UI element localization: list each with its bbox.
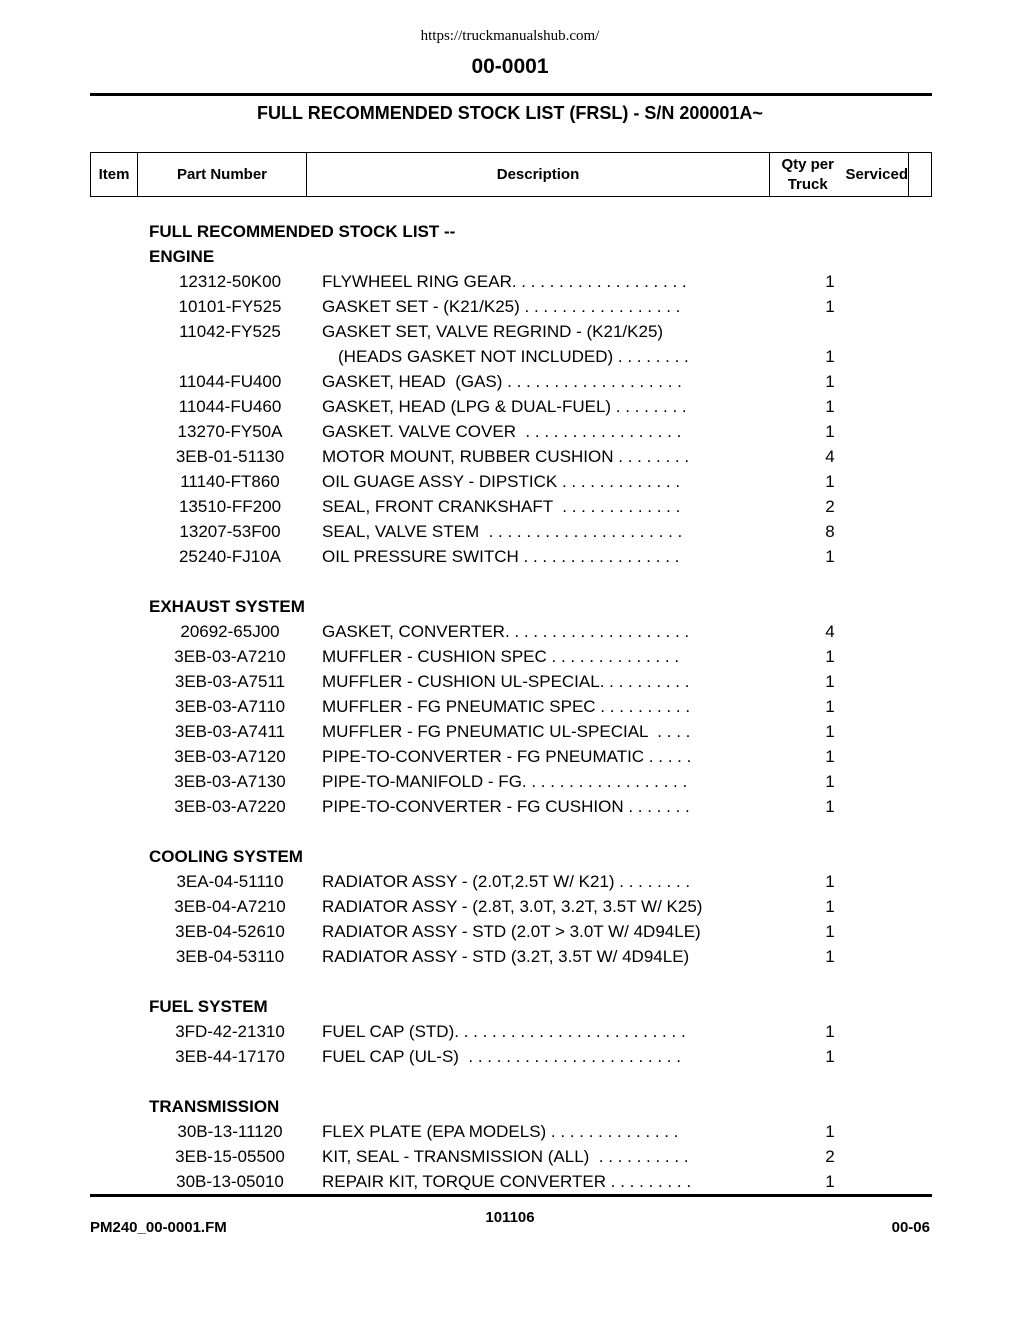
part-description: MOTOR MOUNT, RUBBER CUSHION . . . . . . . . (322, 447, 690, 466)
section-title: FUEL SYSTEM (149, 997, 268, 1016)
part-description: MUFFLER - FG PNEUMATIC UL-SPECIAL . . . . (322, 722, 691, 741)
list-row (0, 419, 1020, 444)
bottom-rule (90, 1194, 932, 1197)
part-number: 10101-FY525 (178, 297, 282, 316)
quantity: 1 (825, 422, 835, 441)
part-number: 25240-FJ10A (178, 547, 282, 566)
part-description: SEAL, VALVE STEM . . . . . . . . . . . . . . . . . . . . . (322, 522, 683, 541)
quantity: 1 (825, 722, 835, 741)
header-description: Description (307, 153, 770, 196)
part-description: OIL PRESSURE SWITCH . . . . . . . . . . . . . . . . . (322, 547, 680, 566)
list-row (0, 619, 1020, 644)
part-description: FLYWHEEL RING GEAR. . . . . . . . . . . . . . . . . . . (322, 272, 687, 291)
quantity: 1 (825, 397, 835, 416)
list-section (0, 994, 1020, 1069)
part-number: 3EB-03-A7110 (174, 697, 286, 716)
section-title: EXHAUST SYSTEM (149, 597, 305, 616)
section-title: COOLING SYSTEM (149, 847, 303, 866)
quantity: 1 (825, 897, 835, 916)
quantity: 1 (825, 547, 835, 566)
header-qty-line1: Qty per Truck (781, 155, 834, 193)
part-description: RADIATOR ASSY - STD (3.2T, 3.5T W/ 4D94LE) (322, 947, 690, 966)
table-header (90, 152, 932, 197)
part-number: 3EB-03-A7210 (174, 647, 286, 666)
part-description: FLEX PLATE (EPA MODELS) . . . . . . . . . . . . . . (322, 1122, 679, 1141)
list-section (0, 219, 1020, 569)
part-description: PIPE-TO-CONVERTER - FG CUSHION . . . . . . . (322, 797, 690, 816)
header-qty (770, 153, 909, 196)
part-number: 3EB-03-A7220 (174, 797, 286, 816)
part-description: RADIATOR ASSY - STD (2.0T > 3.0T W/ 4D94LE) (322, 922, 701, 941)
part-number: 11044-FU400 (178, 372, 282, 391)
part-description: GASKET, CONVERTER. . . . . . . . . . . . . . . . . . . . (322, 622, 690, 641)
part-description: REPAIR KIT, TORQUE CONVERTER . . . . . . . . . (322, 1172, 692, 1191)
part-description: FUEL CAP (STD). . . . . . . . . . . . . . . . . . . . . . . . . (322, 1022, 686, 1041)
part-description: (HEADS GASKET NOT INCLUDED) . . . . . . . . (338, 347, 689, 366)
quantity: 2 (825, 497, 835, 516)
quantity: 1 (825, 747, 835, 766)
part-number: 13510-FF200 (178, 497, 282, 516)
part-number: 3EA-04-51110 (176, 872, 284, 891)
header-item: Item (91, 153, 138, 196)
top-rule (90, 93, 932, 96)
quantity: 1 (825, 1022, 835, 1041)
list-row (0, 944, 1020, 969)
quantity: 1 (825, 347, 835, 366)
list-row (0, 694, 1020, 719)
list-row (0, 744, 1020, 769)
footer-date-code: 101106 (485, 1209, 535, 1226)
quantity: 1 (825, 472, 835, 491)
list-row (0, 1019, 1020, 1044)
part-number: 11140-FT860 (180, 472, 280, 491)
list-row (0, 544, 1020, 569)
part-description: MUFFLER - CUSHION UL-SPECIAL. . . . . . . . . . (322, 672, 690, 691)
list-row (0, 1044, 1020, 1069)
part-description: KIT, SEAL - TRANSMISSION (ALL) . . . . . . . . . . (322, 1147, 689, 1166)
part-number: 3EB-04-A7210 (174, 897, 286, 916)
list-row (0, 494, 1020, 519)
list-row (0, 719, 1020, 744)
quantity: 1 (825, 372, 835, 391)
part-number: 13207-53F00 (179, 522, 281, 541)
part-description: GASKET SET - (K21/K25) . . . . . . . . . . . . . . . . . (322, 297, 681, 316)
quantity: 1 (825, 272, 835, 291)
part-number: 30B-13-11120 (177, 1122, 283, 1141)
quantity: 1 (825, 1172, 835, 1191)
part-number: 3EB-03-A7411 (174, 722, 286, 741)
part-description: PIPE-TO-MANIFOLD - FG. . . . . . . . . . . . . . . . . . (322, 772, 688, 791)
part-number: 3FD-42-21310 (175, 1022, 285, 1041)
part-description: GASKET SET, VALVE REGRIND - (K21/K25) (322, 322, 664, 341)
stock-list (0, 219, 1020, 1219)
part-number: 3EB-04-52610 (175, 922, 285, 941)
quantity: 1 (825, 297, 835, 316)
part-number: 3EB-04-53110 (175, 947, 285, 966)
quantity: 1 (825, 947, 835, 966)
part-number: 11042-FY525 (179, 322, 281, 341)
quantity: 8 (825, 522, 835, 541)
list-row (0, 894, 1020, 919)
quantity: 1 (825, 797, 835, 816)
part-description: PIPE-TO-CONVERTER - FG PNEUMATIC . . . . . (322, 747, 692, 766)
list-row (0, 319, 1020, 344)
part-number: 12312-50K00 (178, 272, 282, 291)
list-row (0, 1169, 1020, 1194)
document-number: 00-0001 (471, 55, 549, 78)
list-row (0, 869, 1020, 894)
quantity: 1 (825, 772, 835, 791)
part-number: 3EB-15-05500 (175, 1147, 285, 1166)
list-row (0, 444, 1020, 469)
part-description: OIL GUAGE ASSY - DIPSTICK . . . . . . . . . . . . . (322, 472, 681, 491)
part-description: RADIATOR ASSY - (2.0T,2.5T W/ K21) . . . . . . . . (322, 872, 691, 891)
page-title: FULL RECOMMENDED STOCK LIST (FRSL) - S/N 200001A~ (257, 103, 763, 123)
part-number: 30B-13-05010 (176, 1172, 284, 1191)
quantity: 1 (825, 647, 835, 666)
list-row (0, 519, 1020, 544)
header-qty-line2: Serviced (845, 165, 908, 183)
part-number: 3EB-03-A7120 (174, 747, 286, 766)
part-number: 3EB-03-A7130 (174, 772, 286, 791)
footer-file: PM240_00-0001.FM (90, 1219, 227, 1236)
list-row (0, 344, 1020, 369)
part-description: GASKET, HEAD (GAS) . . . . . . . . . . . . . . . . . . . (322, 372, 682, 391)
list-row (0, 394, 1020, 419)
quantity: 1 (825, 922, 835, 941)
list-row (0, 669, 1020, 694)
part-description: SEAL, FRONT CRANKSHAFT . . . . . . . . . . . . . (322, 497, 681, 516)
list-row (0, 269, 1020, 294)
quantity: 1 (825, 1122, 835, 1141)
part-description: FUEL CAP (UL-S) . . . . . . . . . . . . . . . . . . . . . . . (322, 1047, 681, 1066)
section-title: FULL RECOMMENDED STOCK LIST -- (149, 222, 456, 241)
part-number: 3EB-03-A7511 (174, 672, 286, 691)
part-description: GASKET, HEAD (LPG & DUAL-FUEL) . . . . . . . . (322, 397, 687, 416)
quantity: 1 (825, 1047, 835, 1066)
list-row (0, 1144, 1020, 1169)
part-description: GASKET. VALVE COVER . . . . . . . . . . . . . . . . . (322, 422, 682, 441)
list-row (0, 644, 1020, 669)
quantity: 4 (825, 447, 835, 466)
part-description: RADIATOR ASSY - (2.8T, 3.0T, 3.2T, 3.5T W/ K25) (322, 897, 703, 916)
list-section (0, 844, 1020, 969)
header-part-number: Part Number (138, 153, 307, 196)
list-row (0, 794, 1020, 819)
quantity: 2 (825, 1147, 835, 1166)
section-title: TRANSMISSION (149, 1097, 280, 1116)
list-row (0, 919, 1020, 944)
list-section (0, 1094, 1020, 1194)
list-row (0, 294, 1020, 319)
part-number: 3EB-44-17170 (175, 1047, 285, 1066)
part-number: 3EB-01-51130 (175, 447, 285, 466)
part-number: 13270-FY50A (177, 422, 283, 441)
part-number: 11044-FU460 (178, 397, 282, 416)
quantity: 4 (825, 622, 835, 641)
header-blank (909, 153, 931, 196)
list-row (0, 1119, 1020, 1144)
list-row (0, 469, 1020, 494)
list-row (0, 769, 1020, 794)
footer-page: 00-06 (891, 1219, 930, 1236)
list-section (0, 594, 1020, 819)
section-title: ENGINE (149, 247, 215, 266)
list-row (0, 369, 1020, 394)
quantity: 1 (825, 672, 835, 691)
part-number: 20692-65J00 (180, 622, 280, 641)
quantity: 1 (825, 697, 835, 716)
part-description: MUFFLER - CUSHION SPEC . . . . . . . . . . . . . . (322, 647, 680, 666)
source-url: https://truckmanualshub.com/ (420, 28, 600, 44)
part-description: MUFFLER - FG PNEUMATIC SPEC . . . . . . . . . . (322, 697, 691, 716)
quantity: 1 (825, 872, 835, 891)
